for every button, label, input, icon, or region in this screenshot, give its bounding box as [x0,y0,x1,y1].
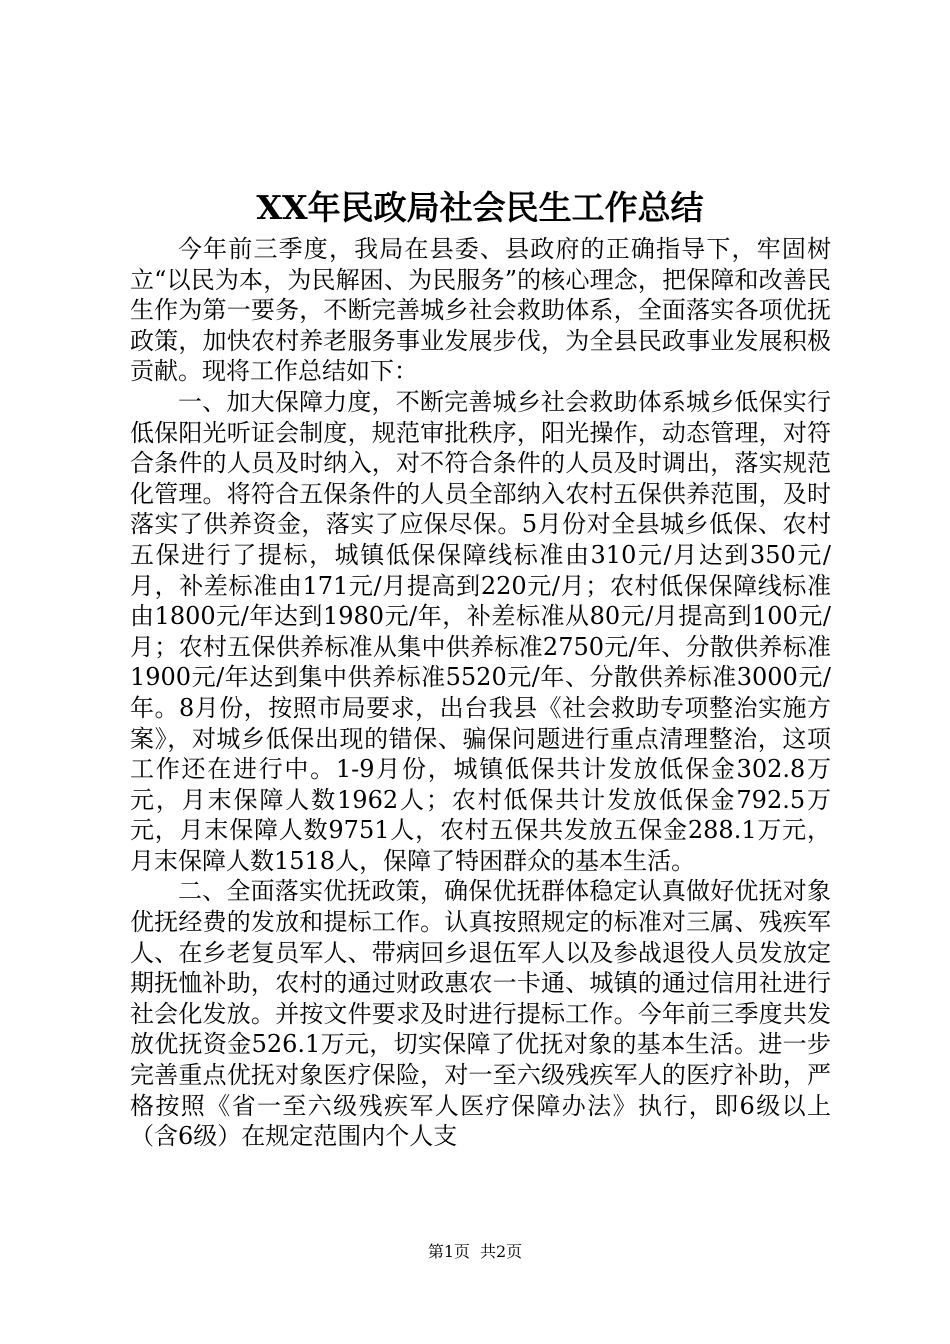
page-number: 第1页 [427,1242,470,1261]
page-footer [0,1242,950,1262]
intro-paragraph: 今年前三季度，我局在县委、县政府的正确指导下，牢固树立“以民为本，为民解困、为民服务”的核心理念，把保障和改善民生作为第一要务，不断完善城乡社会救助体系，全面落实各项优抚政策，加快农村养老服务事业发展步伐，为全县民政事业发展积极贡献。现将工作总结如下： [130,235,831,386]
section-two-paragraph: 二、全面落实优抚政策，确保优抚群体稳定认真做好优抚对象优抚经费的发放和提标工作。认真按照规定的标准对三属、残疾军人、在乡老复员军人、带病回乡退伍军人以及参战退役人员发放定期抚恤补助，农村的通过财政惠农一卡通、城镇的通过信用社进行社会化发放。并按文件要求及时进行提标工作。今年前三季度共发放优抚资金526.1万元，切实保障了优抚对象的基本生活。进一步完善重点优抚对象医疗保险，对一至六级残疾军人的医疗补助，严格按照《省一至六级残疾军人医疗保障办法》执行，即6级以上（含6级）在规定范围内个人支 [130,877,831,1151]
page-total: 共2页 [480,1242,523,1261]
document-title: XX年民政局社会民生工作总结 [256,188,704,227]
document-body [130,234,831,1152]
section-one-paragraph: 一、加大保障力度，不断完善城乡社会救助体系城乡低保实行低保阳光听证会制度，规范审批秩序，阳光操作，动态管理，对符合条件的人员及时纳入，对不符合条件的人员及时调出，落实规范化管理。将符合五保条件的人员全部纳入农村五保供养范围，及时落实了供养资金，落实了应保尽保。5月份对全县城乡低保、农村五保进行了提标，城镇低保保障线标准由310元/月达到350元/月，补差标准由171元/月提高到220元/月；农村低保保障线标准由1800元/年达到1980元/年，补差标准从80元/月提高到100元/月；农村五保供养标准从集中供养标准2750元/年、分散供养标准1900元/年达到集中供养标准5520元/年、分散供养标准3000元/年。8月份，按照市局要求，出台我县《社会救助专项整治实施方案》，对城乡低保出现的错保、骗保问题进行重点清理整治，这项工作还在进行中。1-9月份，城镇低保共计发放低保金302.8万元，月末保障人数1962人；农村低保共计发放低保金792.5万元，月末保障人数9751人，农村五保共发放五保金288.1万元，月末保障人数1518人，保障了特困群众的基本生活。 [130,387,831,875]
